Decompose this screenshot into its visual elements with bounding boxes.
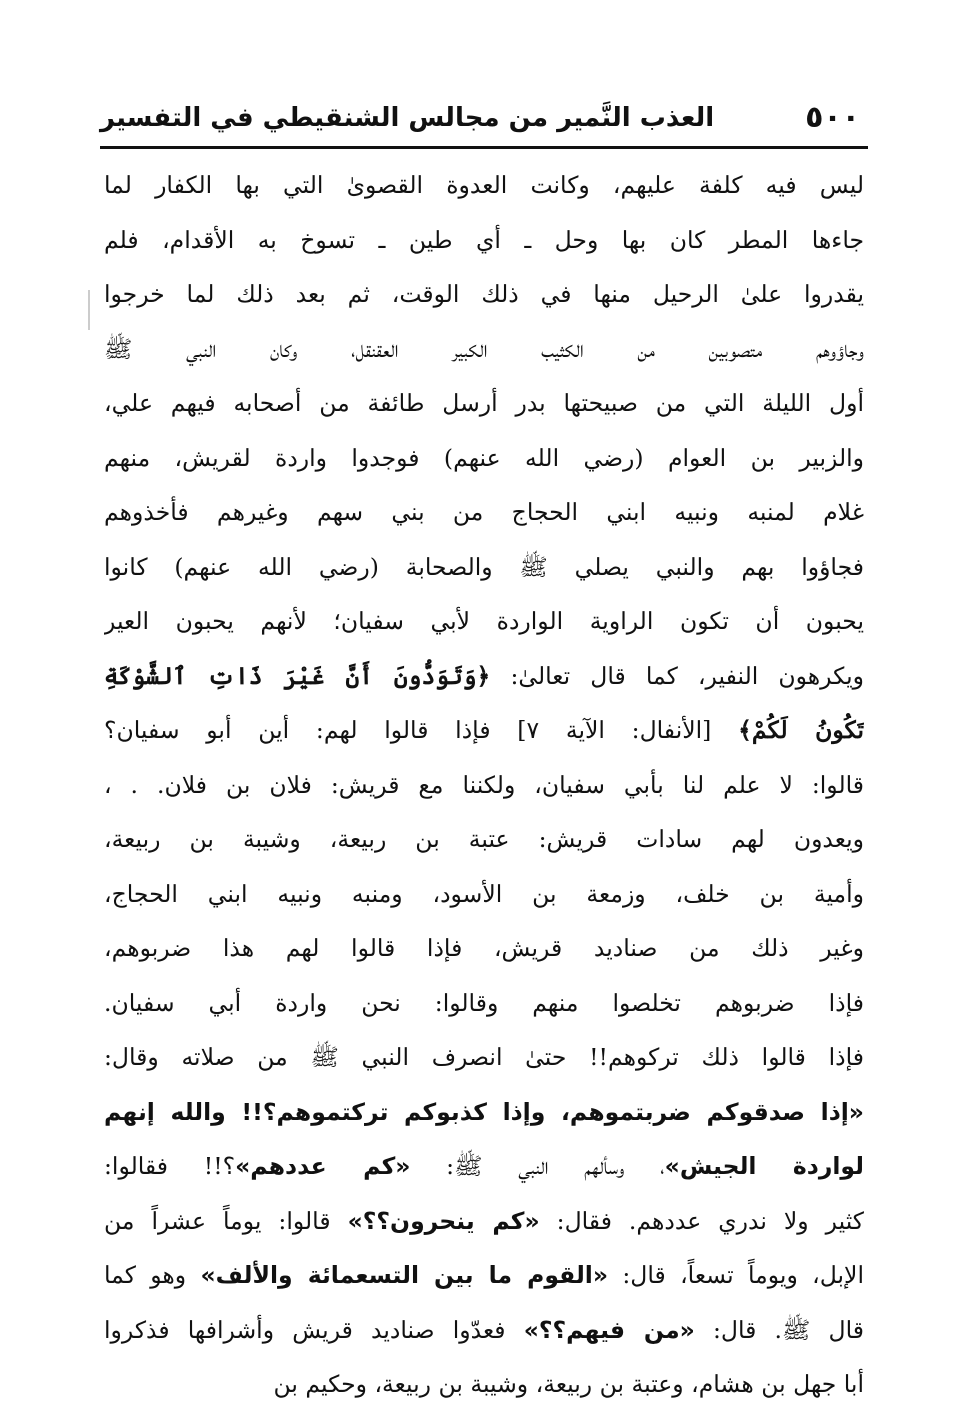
- text-run: ويكرهون النفير، كما قال تعالىٰ:: [490, 661, 864, 690]
- hadith-quote: «كم ينحرون؟؟»: [347, 1206, 540, 1235]
- text-run: قالوا: لا علم لنا بأبي سفيان، ولكننا مع قريش: فلان بن فلان. . ،: [104, 770, 864, 799]
- margin-mark: [88, 290, 90, 330]
- text-line: [104, 1030, 864, 1085]
- text-run: فإذا ضربوهم تخلصوا منهم وقالوا: نحن واردة أبي سفيان.: [104, 988, 864, 1017]
- text-run: غلام لمنبه ونبيه ابني الحجاج من بني سهم وغيرهم فأخذوهم: [104, 498, 864, 526]
- text-run: فإذا قالوا ذلك تركوهم!! حتىٰ انصرف النبي ﷺ من صلاته وقال:: [104, 1043, 864, 1071]
- page-header: [100, 92, 868, 142]
- text-run: [الأنفال: الآية ٧] فإذا قالوا لهم: أين أبو سفيان؟: [104, 716, 739, 744]
- text-run: ويعدون لهم سادات قريش: عتبة بن ربيعة، وشيبة بن ربيعة،: [104, 825, 864, 853]
- text-line: [104, 322, 864, 377]
- text-line: [104, 431, 864, 486]
- text-run: فعدّوا صناديد قريش وأشرافها فذكروا: [104, 1315, 524, 1344]
- text-run: كثير ولا ندري عددهم. فقال:: [539, 1206, 864, 1235]
- text-run: قالوا: يوماً عشراً من: [104, 1206, 348, 1235]
- text-line: [104, 594, 864, 649]
- hadith-quote: «كم عددهم»: [235, 1152, 411, 1180]
- text-line: [104, 1139, 864, 1194]
- text-line: [104, 1194, 864, 1249]
- quran-verse: تَكُونُ لَكُمْ﴾: [738, 716, 864, 744]
- text-line: [104, 267, 864, 322]
- hadith-quote: لواردة الجيش»: [664, 1152, 864, 1180]
- text-line: [104, 485, 864, 540]
- text-run: والزبير بن العوام (رضي الله عنهم) فوجدوا واردة لقريش، منهم: [104, 443, 864, 472]
- header-rule: [100, 146, 868, 149]
- hadith-quote: «إذا صدقوكم ضربتموهم، وإذا كذبوكم تركتموهم؟!! والله إنهم: [104, 1097, 864, 1126]
- text-run: ؟!! فقالوا:: [104, 1152, 236, 1180]
- text-run: وجاؤوهم متصوبين من الكثيب الكبير العقنقل، وكان النبي ﷺ: [104, 334, 864, 363]
- quran-verse: ﴿وَتَوَدُّونَ أَنَّ غَيْرَ ذَاتِ ٱلشَّوْكَةِ: [104, 661, 491, 690]
- text-line: [104, 703, 864, 758]
- text-run: يقدروا علىٰ الرحيل منها في ذلك الوقت، ثم بعد ذلك لما خرجوا: [104, 280, 864, 308]
- text-line: [104, 158, 864, 213]
- text-run: يحبون أن تكون الراوية الواردة لأبي سفيان؛ لأنهم يحبون العير: [104, 607, 864, 635]
- text-line: [104, 1085, 864, 1140]
- text-run: ليس فيه كلفة عليهم، وكانت العدوة القصوىٰ التي بها الكفار لما: [104, 171, 864, 199]
- page-number: ٥٠٠: [805, 100, 860, 135]
- hadith-quote: «القوم ما بين التسعمائة والألف»: [200, 1261, 609, 1289]
- text-line: [104, 976, 864, 1031]
- hadith-quote: «من فيهم؟؟»: [523, 1315, 695, 1344]
- text-run: فجاؤوا بهم والنبي يصلي ﷺ والصحابة (رضي الله عنهم) كانوا: [104, 552, 864, 581]
- text-line: [104, 1357, 864, 1412]
- text-line: [104, 921, 864, 976]
- body-text: [104, 158, 864, 1412]
- text-line: [104, 758, 864, 813]
- text-run: الإبل، ويوماً تسعاً، قال:: [608, 1261, 864, 1289]
- text-line: [104, 376, 864, 431]
- text-line: [104, 867, 864, 922]
- text-line: [104, 649, 864, 704]
- text-run: جاءها المطر كان بها وحل ـ أي طين ـ تسوخ به الأقدام، فلم: [104, 225, 864, 254]
- text-line: [104, 1248, 864, 1303]
- text-run: قال ﷺ. قال:: [694, 1315, 864, 1344]
- text-line: [104, 540, 864, 595]
- text-line: [104, 213, 864, 268]
- text-run: وغير ذلك من صناديد قريش، فإذا قالوا لهم هذا ضربوهم،: [104, 934, 864, 962]
- text-run: ، وسألهم النبي ﷺ:: [410, 1152, 665, 1180]
- text-run: وهو كما: [104, 1261, 201, 1289]
- text-line: [104, 812, 864, 867]
- text-run: وأمية بن خلف، وزمعة بن الأسود، ومنبه ونبيه ابني الحجاج،: [104, 879, 864, 908]
- text-run: أبا جهل بن هشام، وعتبة بن ربيعة، وشيبة بن ربيعة، وحكيم بن: [273, 1370, 864, 1398]
- text-line: [104, 1303, 864, 1358]
- text-run: أول الليلة التي من صبيحتها بدر أرسل طائفة من أصحابه فيهم علي،: [104, 389, 864, 417]
- running-title: العذب النَّمير من مجالس الشنقيطي في التفسير: [100, 103, 715, 133]
